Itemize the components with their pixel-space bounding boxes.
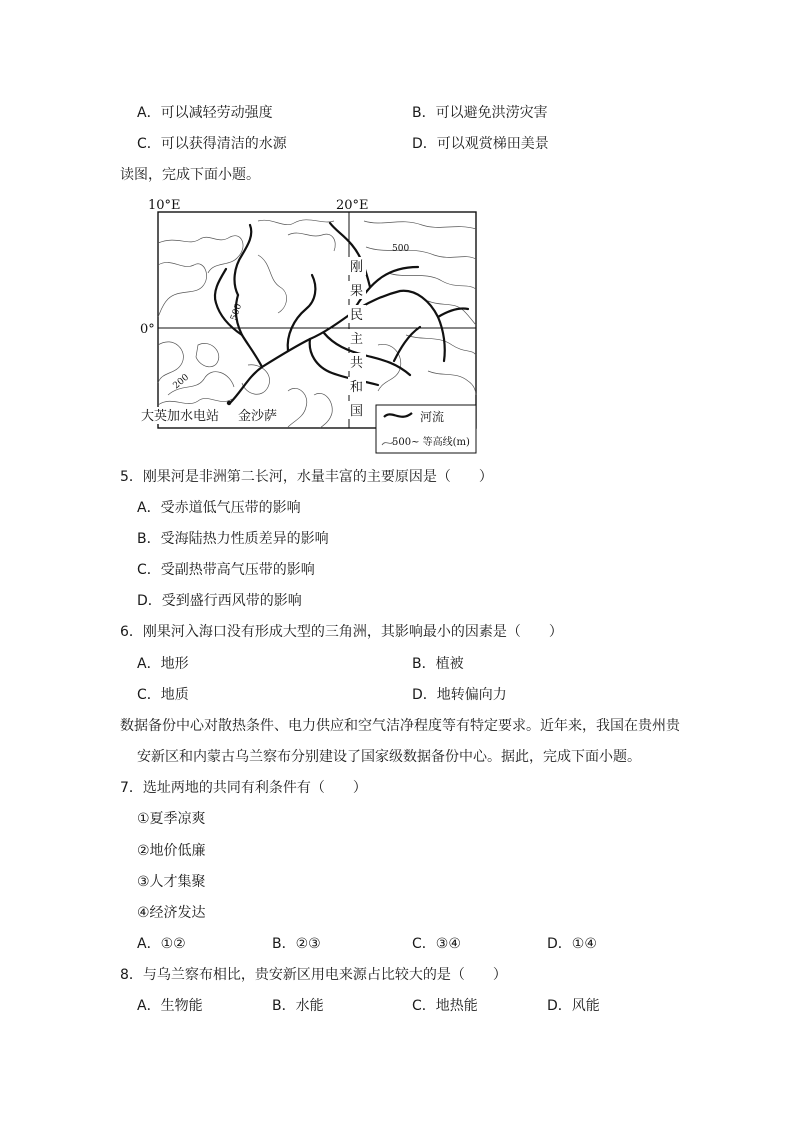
legend-river-label: 河流 bbox=[420, 410, 445, 424]
q8-stem: 8．与乌兰察布相比，贵安新区用电来源占比较大的是（ ） bbox=[120, 967, 507, 983]
q5-option-a: A．受赤道低气压带的影响 bbox=[137, 500, 301, 516]
q6-stem: 6．刚果河入海口没有形成大型的三角洲，其影响最小的因素是（ ） bbox=[120, 624, 563, 640]
country-char: 国 bbox=[350, 404, 364, 419]
country-char: 果 bbox=[350, 284, 364, 299]
place-dam-label: 大英加水电站 bbox=[141, 409, 220, 424]
q7-option-c: C．③④ bbox=[412, 936, 461, 952]
congo-river-map bbox=[138, 195, 478, 457]
q5-option-d: D．受到盛行西风带的影响 bbox=[137, 593, 302, 609]
country-char: 和 bbox=[350, 380, 364, 395]
q6-option-b: B．植被 bbox=[412, 656, 464, 672]
lon-20-label: 20°E bbox=[336, 198, 369, 213]
q6-option-a: A．地形 bbox=[137, 656, 189, 672]
q8-option-b: B．水能 bbox=[272, 998, 324, 1014]
q4-option-c: C．可以获得清洁的水源 bbox=[137, 136, 287, 152]
lon-10-label: 10°E bbox=[148, 198, 181, 213]
q5-option-c: C．受副热带高气压带的影响 bbox=[137, 562, 315, 578]
q8-option-c: C．地热能 bbox=[412, 998, 478, 1014]
q5-stem: 5．刚果河是非洲第二长河，水量丰富的主要原因是（ ） bbox=[120, 469, 493, 485]
q7-option-d: D．①④ bbox=[547, 936, 597, 952]
q8-option-a: A．生物能 bbox=[137, 998, 203, 1014]
q4-option-a: A．可以减轻劳动强度 bbox=[137, 105, 273, 121]
q7-item-1: ①夏季凉爽 bbox=[137, 811, 206, 827]
map-legend bbox=[376, 405, 476, 453]
map-frame bbox=[158, 212, 476, 428]
country-char: 民 bbox=[350, 308, 364, 323]
q8-option-d: D．风能 bbox=[547, 998, 600, 1014]
dam-marker bbox=[227, 401, 231, 405]
country-char: 刚 bbox=[350, 260, 364, 275]
q6-option-c: C．地质 bbox=[137, 687, 189, 703]
passage-line-2: 安新区和内蒙古乌兰察布分别建设了国家级数据备份中心。据此，完成下面小题。 bbox=[137, 749, 641, 765]
country-char: 共 bbox=[350, 356, 364, 371]
q7-stem: 7．选址两地的共同有利条件有（ ） bbox=[120, 780, 367, 796]
q7-item-4: ④经济发达 bbox=[137, 905, 206, 921]
passage-line-1: 数据备份中心对散热条件、电力供应和空气洁净程度等有特定要求。近年来，我国在贵州贵 bbox=[120, 718, 680, 734]
contour-500-top-label: 500 bbox=[392, 244, 410, 254]
country-name-vertical bbox=[348, 257, 366, 419]
contour-500-left-label: 500 bbox=[229, 302, 245, 322]
place-city-label: 金沙萨 bbox=[238, 409, 278, 424]
contour-200-label: 200 bbox=[171, 372, 192, 392]
q4-option-d: D．可以观赏梯田美景 bbox=[412, 136, 549, 152]
legend-contour-label: 500~ 等高线(m) bbox=[392, 437, 470, 448]
country-char: 主 bbox=[350, 332, 364, 347]
q6-option-d: D．地转偏向力 bbox=[412, 687, 507, 703]
q7-item-3: ③人才集聚 bbox=[137, 874, 206, 890]
lat-0-label: 0° bbox=[140, 322, 155, 337]
q5-option-b: B．受海陆热力性质差异的影响 bbox=[137, 531, 329, 547]
q7-option-a: A．①② bbox=[137, 936, 186, 952]
q7-option-b: B．②③ bbox=[272, 936, 321, 952]
map-intro: 读图，完成下面小题。 bbox=[120, 167, 260, 183]
q7-item-2: ②地价低廉 bbox=[137, 843, 206, 859]
q4-option-b: B．可以避免洪涝灾害 bbox=[412, 105, 548, 121]
